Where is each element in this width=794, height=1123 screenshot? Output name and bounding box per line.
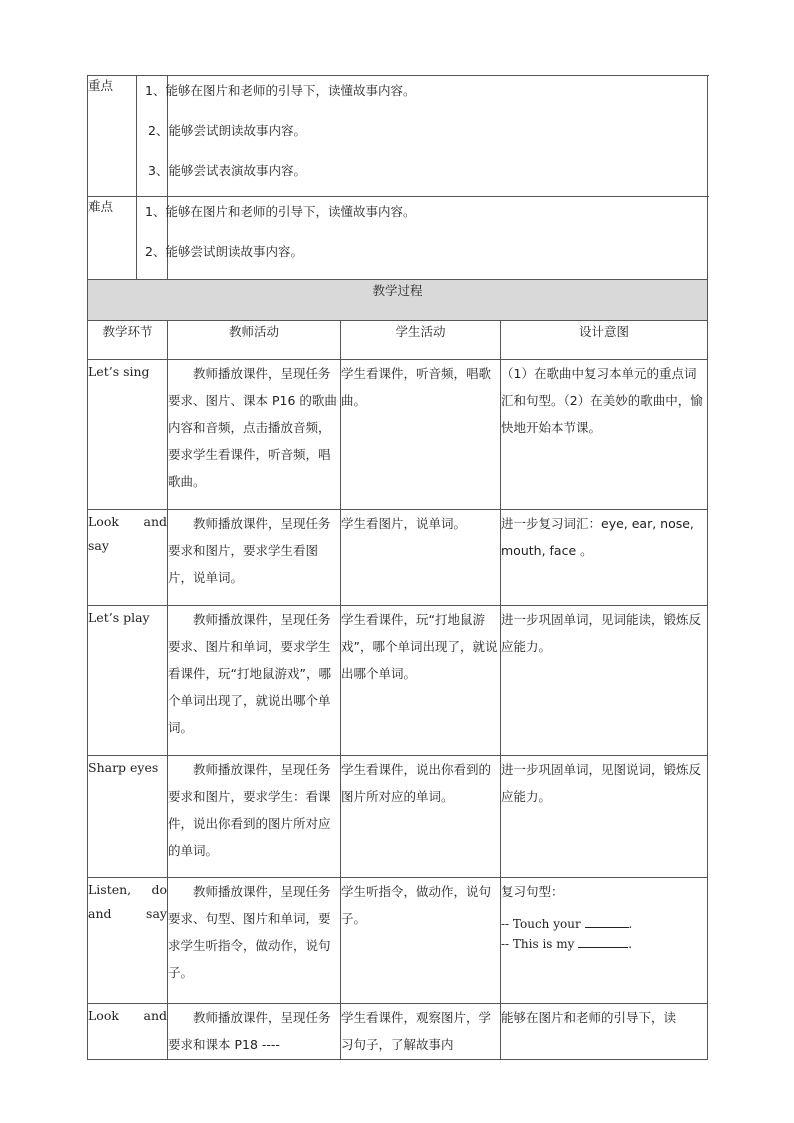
stage-cell: Look and say [88,510,168,606]
process-header-row [88,321,708,360]
key-points-content [136,76,707,196]
table-row [88,1004,708,1060]
table-row [88,606,708,756]
student-cell: 学生看课件，玩“打地鼠游戏”，哪个单词出现了，就说出哪个单词。 [341,606,501,756]
difficult-points-row [88,197,708,280]
intent-cell: 进一步巩固单词，见图说词，锻炼反应能力。 [501,756,708,878]
header-stage: 教学环节 [88,321,168,360]
intent-cell: 能够在图片和老师的引导下，读 [501,1004,708,1060]
key-point-2: 2、能够尝试朗读故事内容。 [148,123,306,138]
intent-cell: 进一步巩固单词，见词能读，锻炼反应能力。 [501,606,708,756]
teacher-cell: 教师播放课件，呈现任务要求和课本 P18 ---- [168,1004,341,1060]
key-point-1: 1、能够在图片和老师的引导下，读懂故事内容。 [145,83,416,98]
lesson-plan-table [87,75,708,1060]
difficult-point-2: 2、能够尝试朗读故事内容。 [145,244,303,259]
difficult-points-label: 难点 [88,197,168,280]
difficult-points-content [136,197,707,279]
table-row [88,878,708,1004]
student-cell: 学生看图片，说单词。 [341,510,501,606]
key-point-3: 3、能够尝试表演故事内容。 [148,163,306,178]
student-cell: 学生听指令，做动作，说句子。 [341,878,501,1004]
student-cell: 学生看课件，说出你看到的图片所对应的单词。 [341,756,501,878]
header-teacher: 教师活动 [168,321,341,360]
intent-cell: （1）在歌曲中复习本单元的重点词汇和句型。（2）在美妙的歌曲中，愉快地开始本节课。 [501,360,708,510]
difficult-point-1: 1、能够在图片和老师的引导下，读懂故事内容。 [145,204,416,219]
teacher-cell: 教师播放课件，呈现任务要求、图片、课本 P16 的歌曲内容和音频，点击播放音频，要求学生看课件，听音频，唱歌曲。 [168,360,341,510]
process-title: 教学过程 [88,280,708,321]
intent-title: 复习句型： [501,884,564,899]
stage-cell: Sharp eyes [88,756,168,878]
teacher-cell: 教师播放课件，呈现任务要求、图片和单词，要求学生看课件，玩“打地鼠游戏”，哪个单词出现了，就说出哪个单词。 [168,606,341,756]
table-row [88,360,708,510]
stage-cell: Let’s play [88,606,168,756]
fill-blank [578,947,628,948]
student-cell: 学生看课件，观察图片，学习句子，了解故事内 [341,1004,501,1060]
header-intent: 设计意图 [501,321,708,360]
intent-line-1: -- Touch your . [501,917,633,931]
intent-cell: 进一步复习词汇：eye, ear, nose, mouth, face 。 [501,510,708,606]
teacher-cell: 教师播放课件，呈现任务要求和图片，要求学生：看课件，说出你看到的图片所对应的单词。 [168,756,341,878]
intent-line-2: -- This is my . [501,937,633,951]
teacher-cell: 教师播放课件，呈现任务要求和图片，要求学生看图片，说单词。 [168,510,341,606]
process-title-row [88,280,708,321]
table-row [88,756,708,878]
header-student: 学生活动 [341,321,501,360]
stage-cell: Look and [88,1004,168,1060]
key-points-label: 重点 [88,76,168,197]
key-points-row [88,76,708,197]
fill-blank [585,927,629,928]
student-cell: 学生看课件，听音频，唱歌曲。 [341,360,501,510]
teacher-cell: 教师播放课件，呈现任务要求、句型、图片和单词，要求学生听指令，做动作，说句子。 [168,878,341,1004]
intent-cell [501,878,708,1004]
stage-cell: Listen, do and say [88,878,168,1004]
stage-cell: Let’s sing [88,360,168,510]
table-row [88,510,708,606]
